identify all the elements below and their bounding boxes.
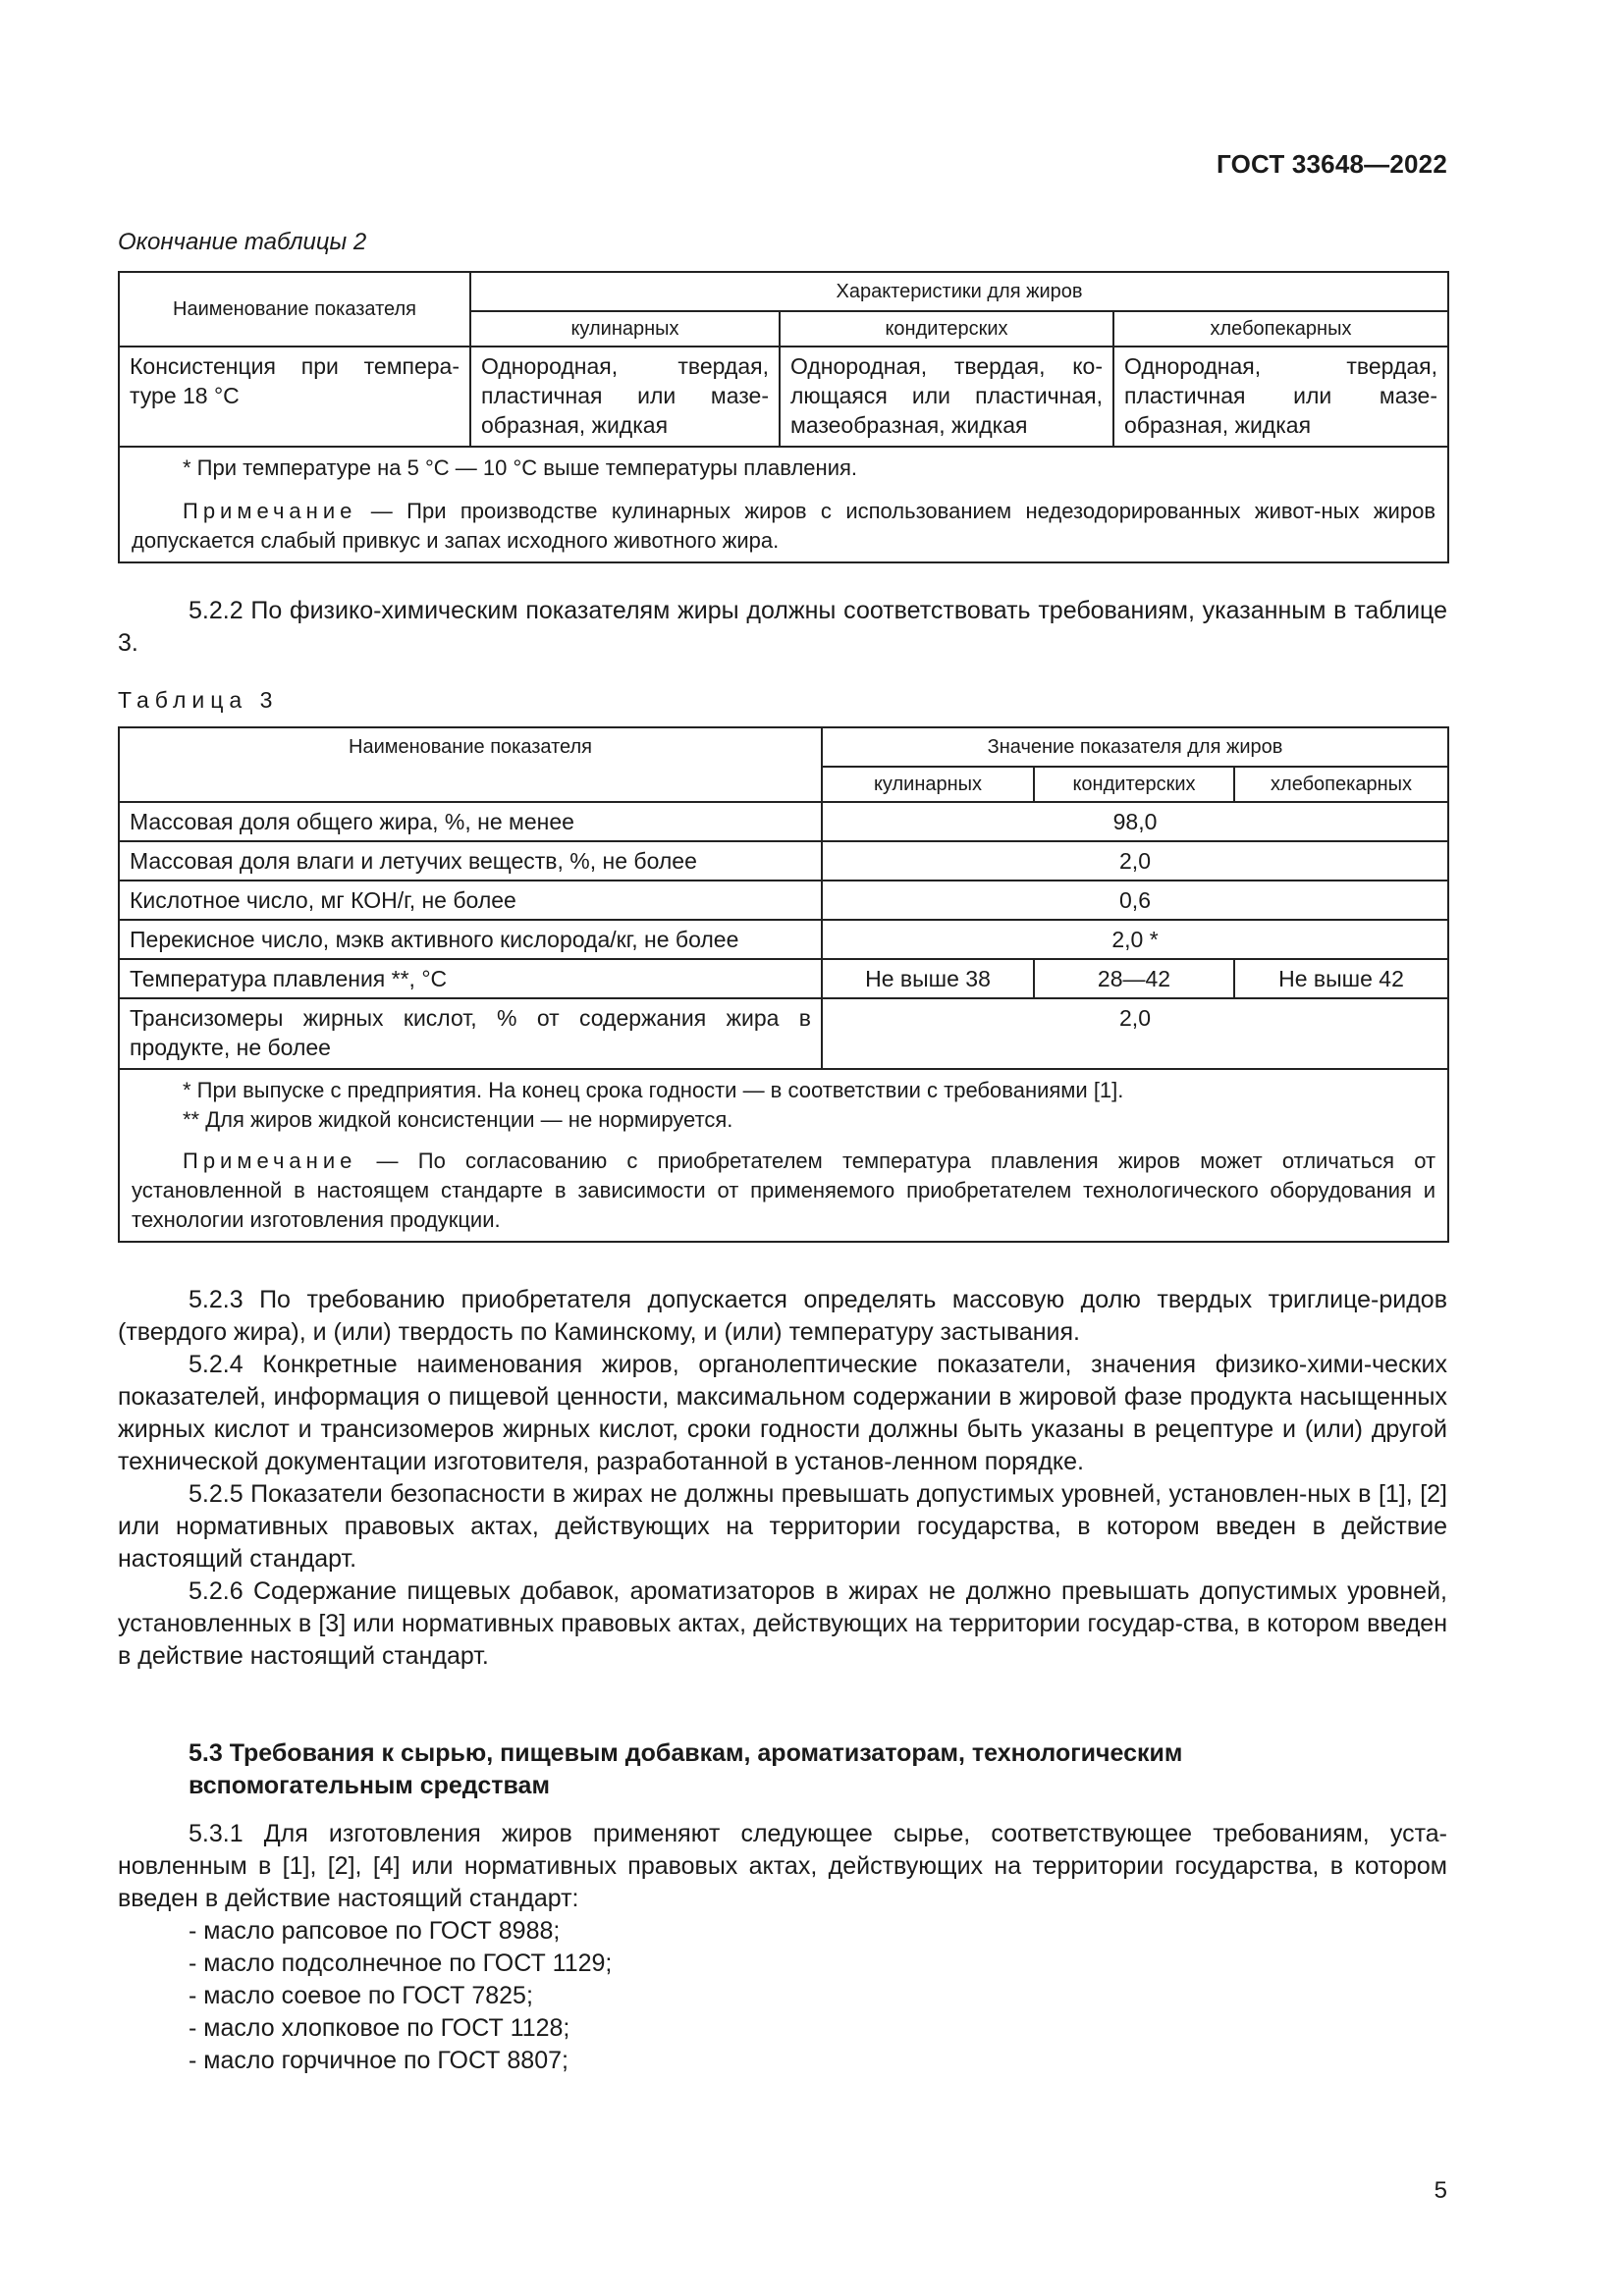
table3-row-name: Температура плавления **, °С [119,959,822,998]
table3-row-value: 2,0 [822,841,1448,881]
table3-row-value: 98,0 [822,802,1448,841]
list-item: - масло горчичное по ГОСТ 8807; [189,2047,568,2074]
table2-caption: Окончание таблицы 2 [118,229,367,255]
table3-row-value: 2,0 [822,998,1448,1069]
table3-row-name: Массовая доля общего жира, %, не менее [119,802,822,841]
table2-group-header: Характеристики для жиров [470,272,1448,311]
table-row [119,881,1448,920]
paragraph-5-2-2: 5.2.2 По физико-химическим показателям жиры должны соответствовать требованиям, указанным в таблице 3. [118,597,1447,657]
table-row [119,998,1448,1069]
table2-subheader-bakery: хлебопекарных [1113,311,1448,347]
table-row [119,959,1448,998]
table2-footnote: * При температуре на 5 °С — 10 °С выше температуры плавления. [183,455,858,480]
table3-header-name: Наименование показателя [119,727,822,802]
table-row [119,347,1448,447]
table3-cell-culinary: Не выше 38 [822,959,1034,998]
table2-note: Примечание — При производстве кулинарных жиров с использованием недезодорированных живот-ных жиров допускается слабый привкус и запах исходного животного жира. [132,499,1436,553]
table3-note: Примечание — По согласованию с приобретателем температура плавления жиров может отличаться от установленной в настоящем стандарте в зависимости от применяемого приобретателем технологического оборудования и технологии изготовления продукции. [132,1148,1436,1232]
table2-subheader-confectionery: кондитерских [780,311,1113,347]
table2-subheader-culinary: кулинарных [470,311,780,347]
table-row [119,920,1448,959]
table3-footnote-2: ** Для жиров жидкой консистенции — не нормируется. [183,1107,733,1132]
table3-cell-confectionery: 28—42 [1034,959,1234,998]
paragraph-5-3-1: 5.3.1 Для изготовления жиров применяют следующее сырье, соответствующее требованиям, уста-новленным в [1], [2], [4] или нормативных правовых актах, действующих на территории государства, в котором введен в действие настоящий стандарт: [118,1820,1447,1912]
paragraph-5-2-3: 5.2.3 По требованию приобретателя допускается определять массовую долю твердых триглице-ридов (твердого жира), и (или) твердость по Каминскому, и (или) температуру застывания. [118,1286,1447,1346]
table3-footer [119,1069,1448,1242]
table2-cell-culinary: Однородная, твердая, пластичная или мазе- образная, жидкая [470,347,780,447]
table3-subheader-bakery: хлебопекарных [1234,767,1448,802]
paragraphs-5-2 [118,1284,1447,1673]
table3-row-name: Массовая доля влаги и летучих веществ, %, не более [119,841,822,881]
list-item: - масло рапсовое по ГОСТ 8988; [189,1917,561,1945]
section-5-3-title-line-1: 5.3 Требования к сырью, пищевым добавкам, ароматизаторам, технологическим [189,1739,1183,1767]
table3-cell-bakery: Не выше 42 [1234,959,1448,998]
table3-subheader-confectionery: кондитерских [1034,767,1234,802]
table3-subheader-culinary: кулинарных [822,767,1034,802]
table3-row-value: 2,0 * [822,920,1448,959]
document-number-header: ГОСТ 33648—2022 [1217,149,1447,179]
table2-footer [119,447,1448,562]
paragraph-5-2-4: 5.2.4 Конкретные наименования жиров, органолептические показатели, значения физико-хими-ческих показателей, информация о пищевой ценности, максимальном содержании в жировой фазе продукта насыщенных жирных кислот и трансизомеров жирных кислот, сроки годности должны быть указаны в рецептуре и (или) другой технической документации изготовителя, разработанной в установ-ленном порядке. [118,1351,1447,1475]
table3-row-name: Перекисное число, мэкв активного кислорода/кг, не более [119,920,822,959]
note-label: Примечание [183,499,357,523]
table-row [119,802,1448,841]
table2-header-name: Наименование показателя [119,272,470,347]
table-row [119,841,1448,881]
table3 [118,726,1447,1243]
page-number: 5 [1434,2177,1447,2204]
table2-row-name: Консистенция при темпера- туре 18 °С [119,347,470,447]
table2-cell-bakery: Однородная, твердая, пластичная или мазе- образная, жидкая [1113,347,1448,447]
list-item: - масло хлопковое по ГОСТ 1128; [189,2014,570,2042]
section-5-3 [118,1737,1447,2077]
paragraph-5-2-5: 5.2.5 Показатели безопасности в жирах не должны превышать допустимых уровней, установлен-ных в [1], [2] или нормативных правовых актах, действующих на территории государства, в котором введен в действие настоящий стандарт. [118,1480,1447,1573]
section-5-3-title-line-2: вспомогательным средствам [189,1772,550,1799]
table2-cell-confectionery: Однородная, твердая, ко- лющаяся или пластичная, мазеобразная, жидкая [780,347,1113,447]
table3-row-value: 0,6 [822,881,1448,920]
list-item: - масло соевое по ГОСТ 7825; [189,1982,533,2009]
table3-group-header: Значение показателя для жиров [822,727,1448,767]
note-label: Примечание [183,1148,357,1173]
paragraph-5-2-6: 5.2.6 Содержание пищевых добавок, ароматизаторов в жирах не должно превышать допустимых уровней, установленных в [3] или нормативных правовых актах, действующих на территории государ-ства, в котором введен в действие настоящий стандарт. [118,1577,1447,1670]
list-item: - масло подсолнечное по ГОСТ 1129; [189,1949,613,1977]
table3-caption: Таблица 3 [118,687,279,713]
table3-footnote-1: * При выпуске с предприятия. На конец срока годности — в соответствии с требованиями [1]. [183,1078,1124,1102]
table2 [118,271,1447,563]
table3-row-name: Трансизомеры жирных кислот, % от содержания жира в продукте, не более [119,998,822,1069]
table3-row-name: Кислотное число, мг КОН/г, не более [119,881,822,920]
